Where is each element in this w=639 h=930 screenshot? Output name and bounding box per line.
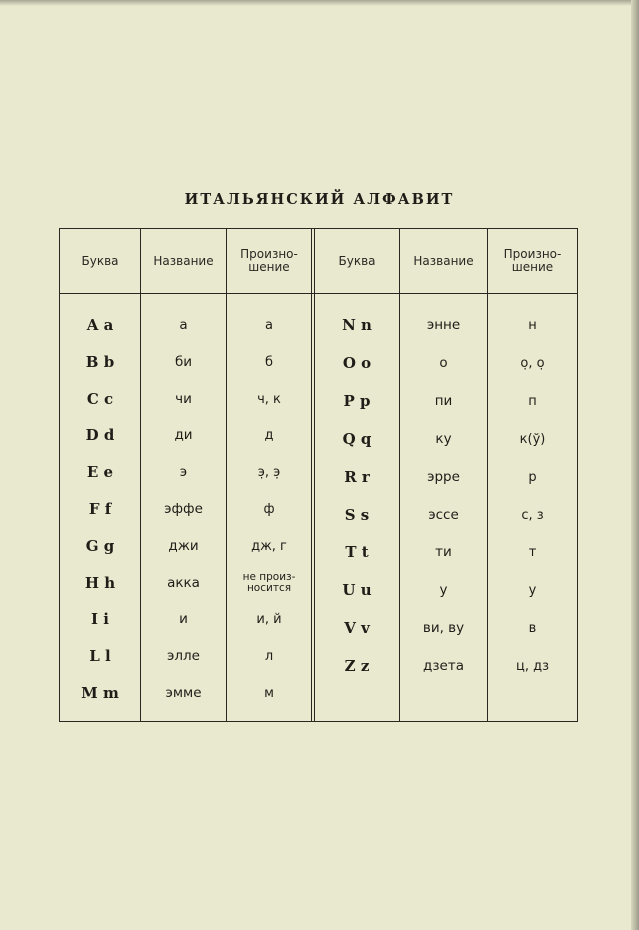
left-pron-cell: б bbox=[264, 354, 274, 370]
left-name-cell: а bbox=[179, 317, 188, 333]
left-name-cell: эмме bbox=[165, 685, 202, 701]
right-letter-cell: S s bbox=[344, 506, 370, 524]
left-letter-cell: G g bbox=[85, 537, 115, 555]
right-pron-cell: к(ў) bbox=[519, 431, 546, 447]
header-pronunciation-left: Произно- шение bbox=[240, 247, 298, 274]
right-letter-cell: R r bbox=[344, 468, 370, 486]
left-letter-cell: M m bbox=[81, 684, 119, 702]
left-name-cell: ди bbox=[174, 427, 193, 443]
right-letter-cell: Z z bbox=[344, 657, 370, 675]
page-edge-right bbox=[631, 0, 639, 930]
right-name-cell: дзета bbox=[423, 658, 464, 674]
left-pron-cell: и, й bbox=[256, 611, 282, 627]
left-letter-cell: H h bbox=[84, 574, 116, 592]
left-name-cell: би bbox=[174, 354, 193, 370]
left-pron-cell: д bbox=[264, 427, 274, 443]
header-name-left: Название bbox=[153, 253, 214, 268]
right-pron-cell: ц, дз bbox=[515, 658, 549, 674]
right-name-cell: пи bbox=[434, 393, 453, 409]
left-name-cell: э bbox=[179, 464, 188, 480]
left-pron-cell: не произ- носится bbox=[242, 571, 296, 594]
left-letter-cell: D d bbox=[85, 426, 115, 444]
page-title: ИТАЛЬЯНСКИЙ АЛФАВИТ bbox=[184, 191, 455, 208]
right-letter-cell: U u bbox=[342, 581, 372, 599]
left-letter-cell: E e bbox=[86, 463, 114, 481]
page-edge-top bbox=[0, 0, 639, 6]
right-name-cell: эрре bbox=[427, 469, 460, 485]
right-name-cell: ти bbox=[435, 544, 452, 560]
right-letter-cell: P p bbox=[343, 392, 371, 410]
left-letter-cell: C c bbox=[86, 390, 114, 408]
right-letter-cell: V v bbox=[344, 619, 370, 637]
right-pron-cell: о̣, о̣ bbox=[520, 355, 545, 371]
right-name-cell: у bbox=[439, 582, 448, 598]
right-letter-cell: N n bbox=[342, 316, 372, 334]
left-pron-cell: л bbox=[264, 648, 274, 664]
header-pronunciation-right: Произно- шение bbox=[503, 247, 562, 274]
right-letter-cell: T t bbox=[345, 543, 369, 561]
left-letter-cell: A a bbox=[86, 316, 114, 334]
left-pron-cell: дж, г bbox=[251, 538, 287, 554]
left-name-cell: и bbox=[179, 611, 188, 627]
left-letter-cell: B b bbox=[85, 353, 115, 371]
header-letter-left: Буква bbox=[81, 253, 119, 268]
left-pron-cell: ч, к bbox=[257, 391, 281, 407]
right-pron-cell: у bbox=[528, 582, 537, 598]
left-pron-cell: м bbox=[264, 685, 274, 701]
left-pron-cell: ф bbox=[263, 501, 275, 517]
right-name-cell: о bbox=[439, 355, 448, 371]
left-letter-cell: F f bbox=[88, 500, 112, 518]
left-name-cell: элле bbox=[167, 648, 200, 664]
right-name-cell: энне bbox=[426, 317, 461, 333]
right-name-cell: ви, ву bbox=[422, 620, 465, 636]
left-letter-cell: L l bbox=[89, 647, 111, 665]
right-pron-cell: т bbox=[528, 544, 537, 560]
right-pron-cell: с, з bbox=[521, 507, 544, 523]
left-name-cell: чи bbox=[175, 391, 192, 407]
right-pron-cell: н bbox=[528, 317, 537, 333]
right-letter-cell: Q q bbox=[342, 430, 372, 448]
header-divider bbox=[59, 293, 578, 294]
left-pron-cell: а bbox=[265, 317, 273, 333]
left-name-cell: акка bbox=[167, 575, 200, 591]
right-pron-cell: п bbox=[528, 393, 537, 409]
left-letter-cell: I i bbox=[91, 610, 109, 628]
right-name-cell: эссе bbox=[428, 507, 459, 523]
right-letter-cell: O o bbox=[342, 354, 372, 372]
right-pron-cell: в bbox=[528, 620, 537, 636]
right-name-cell: ку bbox=[435, 431, 452, 447]
header-letter-right: Буква bbox=[338, 253, 376, 268]
left-name-cell: джи bbox=[168, 538, 199, 554]
header-name-right: Название bbox=[413, 253, 474, 268]
left-pron-cell: э̣, э̣ bbox=[257, 464, 281, 480]
right-pron-cell: р bbox=[528, 469, 537, 485]
left-name-cell: эффе bbox=[164, 501, 203, 517]
